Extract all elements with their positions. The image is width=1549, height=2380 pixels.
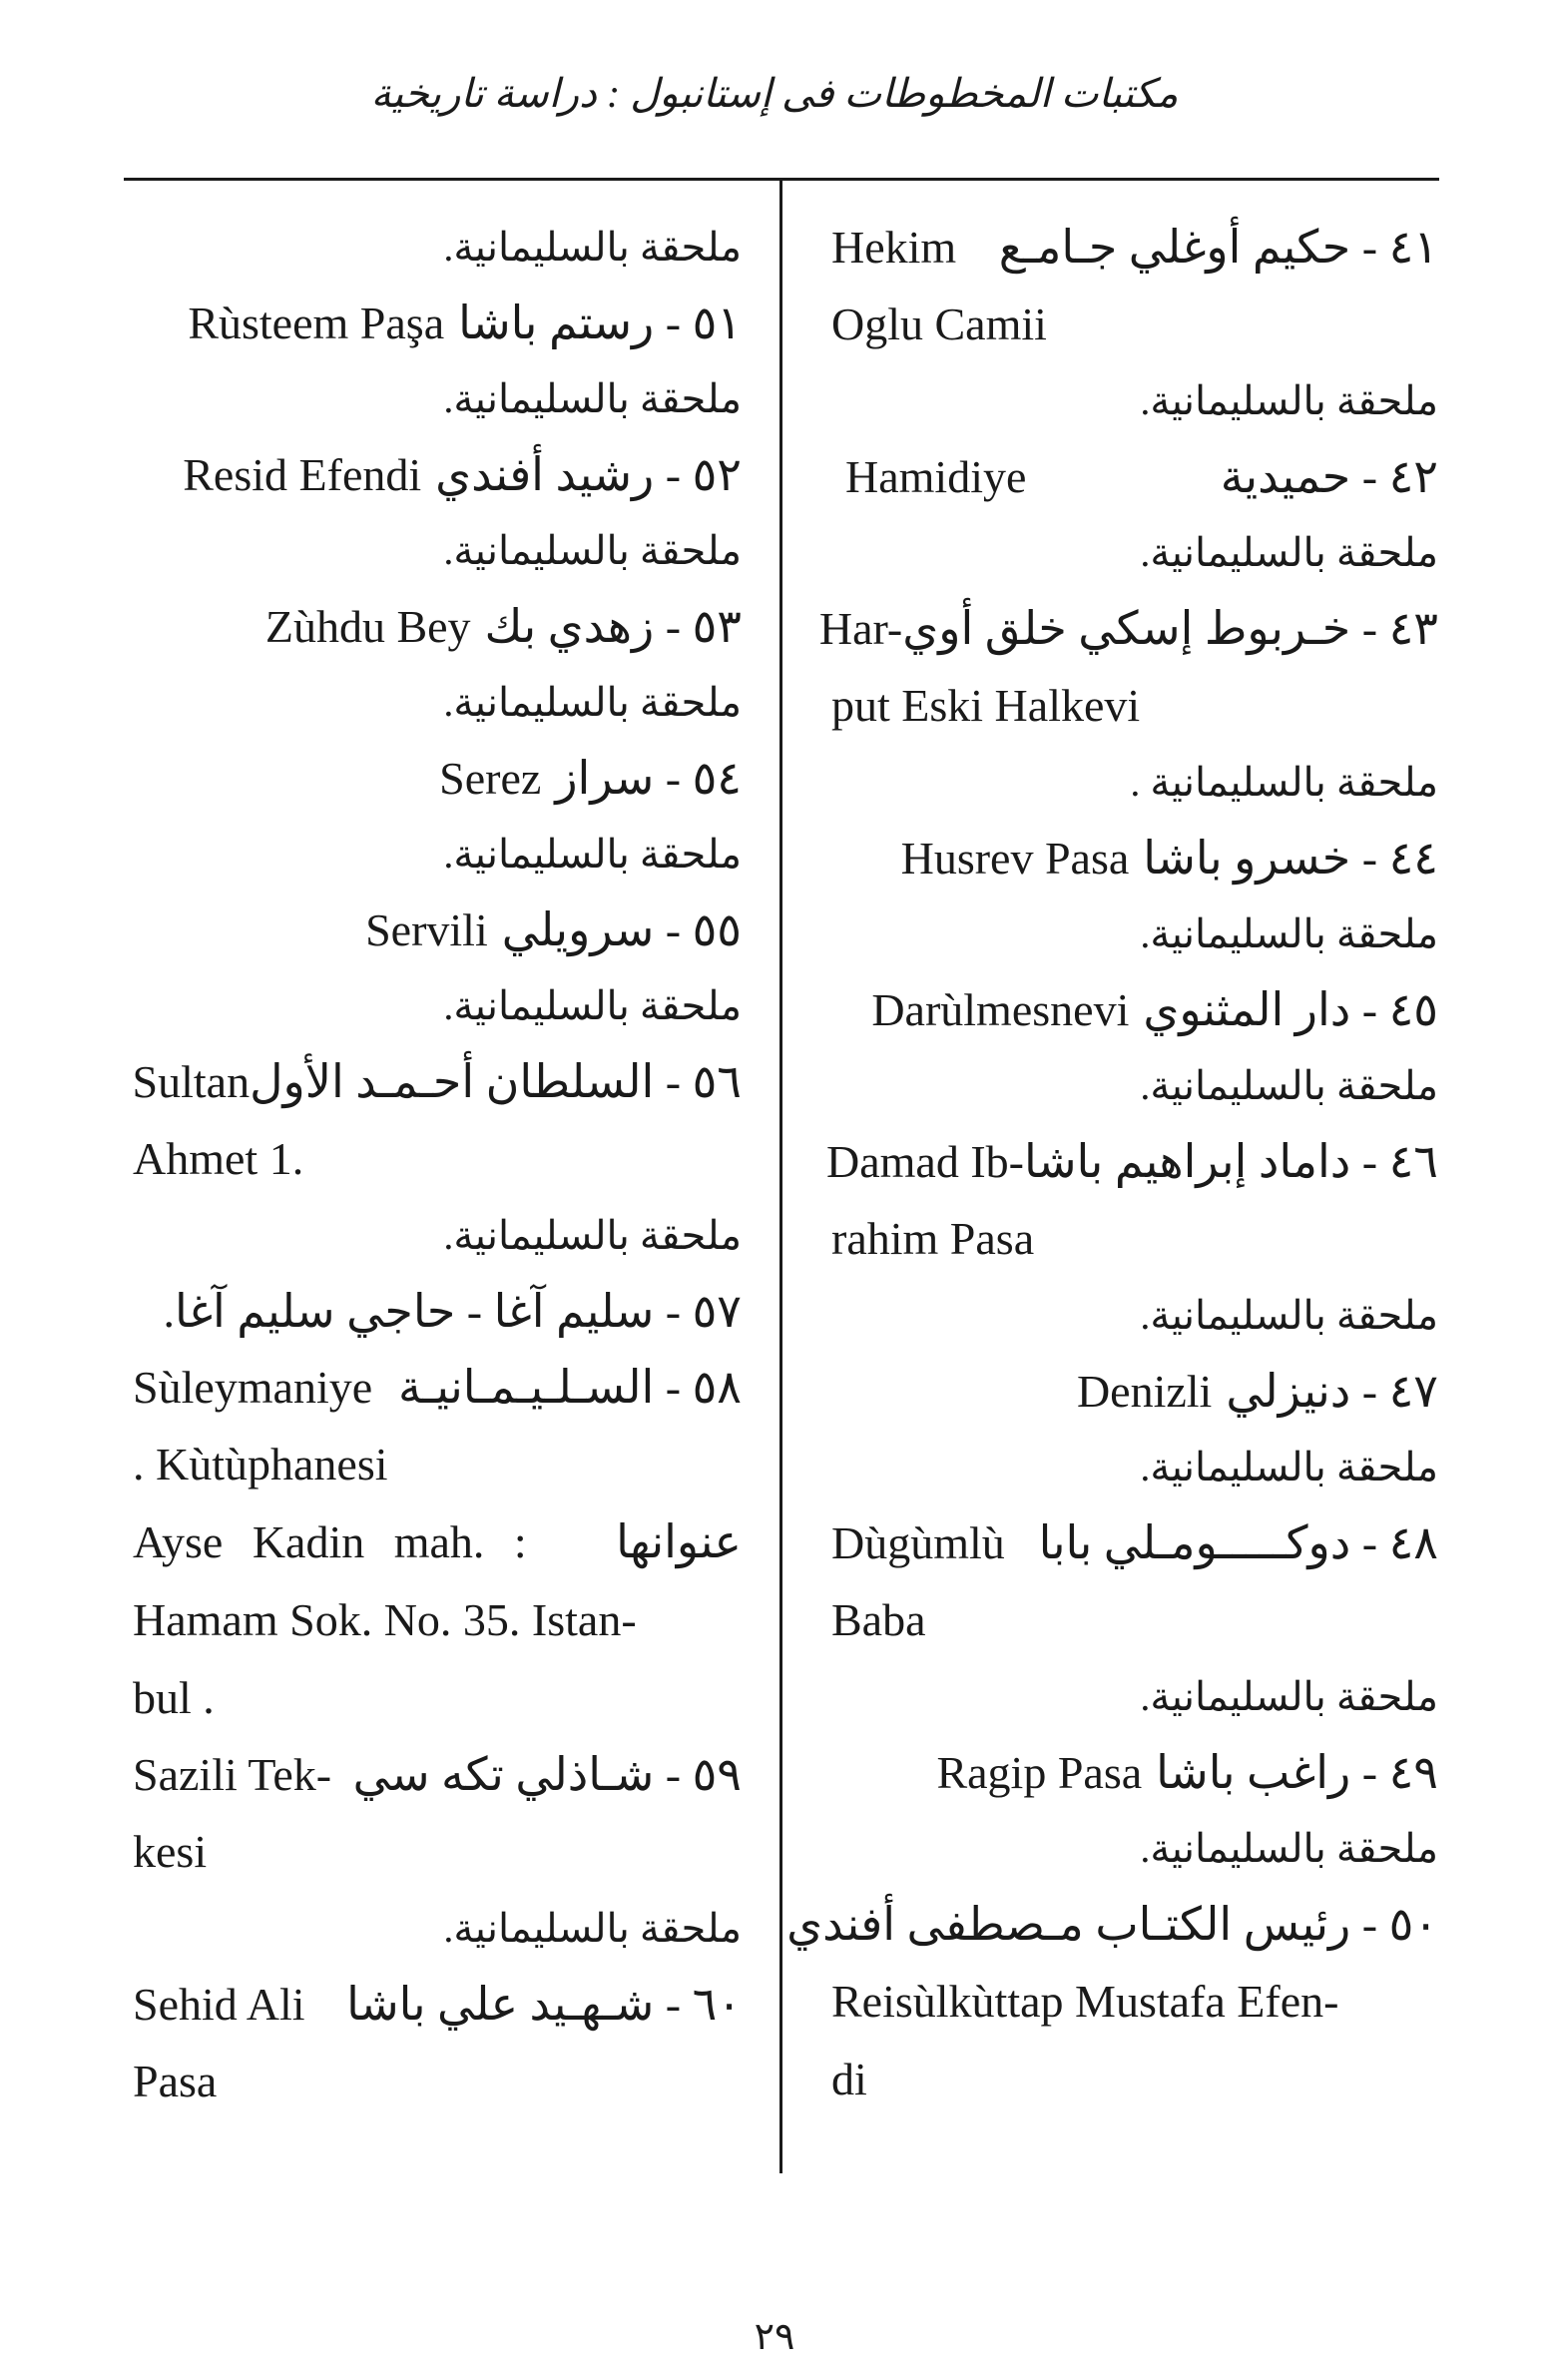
address-line: Hamam Sok. No. 35. Istan- — [133, 1594, 637, 1645]
arabic-name: زهدي بك — [484, 601, 655, 652]
address-line — [133, 1503, 742, 1581]
arabic-name: خسرو باشا — [1143, 833, 1351, 884]
entry-note: ملحقة بالسليمانية. — [443, 528, 742, 573]
arabic-name: حميدية — [1220, 451, 1351, 502]
running-title: مكتبات المخطوطات فى إستانبول : دراسة تاريخية — [370, 71, 1179, 116]
entry-number: ٤١ - — [1361, 222, 1438, 273]
entry-note: ملحقة بالسليمانية. — [1140, 1826, 1438, 1871]
latin-name: Dùgùmlù — [831, 1517, 1005, 1568]
latin-continuation: Baba — [831, 1594, 926, 1645]
entry-note: ملحقة بالسليمانية. — [1140, 1293, 1438, 1338]
left-column — [133, 210, 742, 2120]
arabic-name: رئيس الكتـاب مـصطفى أفندي — [786, 1899, 1351, 1950]
latin-continuation: put Eski Halkevi — [831, 680, 1141, 731]
entry-number: ٥٠ - — [1361, 1899, 1438, 1950]
latin-name: Ragip Pasa — [936, 1747, 1143, 1798]
arabic-name: السـلـيـمـانيـة — [397, 1362, 655, 1413]
latin-name: Sehid Ali — [133, 1979, 305, 2030]
entry-58 — [133, 1350, 742, 1737]
latin-name: Zùhdu Bey — [264, 601, 471, 652]
entry-46 — [825, 1124, 1438, 1354]
arabic-name: شـهـيد علي باشا — [346, 1979, 655, 2030]
latin-name: Damad Ib- — [825, 1136, 1024, 1187]
entry-45 — [831, 972, 1438, 1124]
latin-continuation: Oglu Camii — [831, 298, 1047, 349]
entry-number: ٥٥ - — [665, 904, 742, 955]
latin-continuation: Pasa — [133, 2056, 218, 2106]
entry-number: ٥٤ - — [665, 753, 742, 804]
entry-41 — [831, 210, 1438, 439]
entry-note: ملحقة بالسليمانية. — [443, 376, 742, 421]
arabic-name: دار المثنوي — [1143, 984, 1351, 1035]
arabic-name: دوكـــــومـلي بابا — [1038, 1517, 1351, 1568]
entry-number: ٤٦ - — [1361, 1136, 1438, 1187]
entry-51 — [133, 286, 742, 437]
entry-55 — [133, 892, 742, 1044]
entry-number: ٤٢ - — [1361, 451, 1438, 502]
latin-name: Resid Efendi — [183, 449, 422, 500]
arabic-name: سليم آغا - حاجي سليم آغا. — [163, 1286, 655, 1337]
entry-number: ٥٣ - — [665, 601, 742, 652]
latin-name: Rùsteem Paşa — [188, 298, 445, 348]
entry-note: ملحقة بالسليمانية. — [443, 1213, 742, 1258]
arabic-name: رستم باشا — [458, 298, 655, 348]
entry-57 — [133, 1274, 742, 1350]
entry-number: ٤٤ - — [1361, 833, 1438, 884]
latin-continuation: di — [831, 2054, 867, 2104]
entry-number: ٤٥ - — [1361, 984, 1438, 1035]
entry-note: ملحقة بالسليمانية. — [443, 1906, 742, 1951]
arabic-name: سرويلي — [501, 904, 655, 955]
entry-note: ملحقة بالسليمانية. — [1140, 530, 1438, 575]
latin-name: Denizli — [1076, 1366, 1213, 1417]
entry-number: ٥٩ - — [665, 1749, 742, 1800]
address-line: bul . — [133, 1672, 215, 1723]
address-label: عنوانها — [616, 1516, 742, 1567]
latin-name: Sùleymaniye — [133, 1362, 373, 1413]
arabic-name: حكيم أوغلي جـامـع — [998, 222, 1351, 273]
entry-number: ٦٠ - — [665, 1979, 742, 2030]
latin-name: Sazili Tek- — [133, 1749, 332, 1800]
latin-name: Servili — [365, 904, 488, 955]
entry-number: ٤٣ - — [1361, 603, 1438, 654]
entry-47 — [831, 1354, 1438, 1505]
entry-number: ٥٢ - — [665, 449, 742, 500]
entry-note: ملحقة بالسليمانية. — [1140, 1063, 1438, 1108]
latin-name: Darùlmesnevi — [871, 984, 1130, 1035]
entry-53 — [133, 589, 742, 741]
latin-name: Serez — [439, 753, 542, 804]
latin-continuation: . Kùtùphanesi — [133, 1439, 388, 1489]
entry-note: ملحقة بالسليمانية. — [443, 983, 742, 1028]
latin-name: Hekim — [831, 222, 957, 273]
address-latin: Ayse Kadin mah. : — [133, 1516, 527, 1567]
arabic-name: سراز — [555, 753, 655, 804]
entry-number: ٥٧ - — [665, 1286, 742, 1337]
entry-number: ٥٦ - — [665, 1056, 742, 1107]
arabic-name: داماد إبراهيم باشا — [1023, 1136, 1351, 1187]
entry-60 — [133, 1967, 742, 2120]
arabic-name: رشيد أفندي — [435, 449, 655, 500]
latin-continuation: rahim Pasa — [831, 1213, 1035, 1264]
latin-name: Har- — [818, 603, 903, 654]
entry-note: ملحقة بالسليمانية. — [1140, 378, 1438, 423]
entry-42 — [831, 439, 1438, 591]
page-number: ٢٩ — [754, 2316, 795, 2358]
entry-note: ملحقة بالسليمانية. — [1140, 1445, 1438, 1489]
entry-48 — [831, 1505, 1438, 1735]
entry-44 — [831, 821, 1438, 972]
latin-continuation: Reisùlkùttap Mustafa Efen- — [831, 1976, 1339, 2027]
latin-name: Sultan — [132, 1056, 251, 1107]
entry-54 — [133, 741, 742, 892]
arabic-name: راغب باشا — [1156, 1747, 1351, 1798]
entry-note: ملحقة بالسليمانية. — [1140, 1674, 1438, 1719]
entry-note: ملحقة بالسليمانية. — [443, 225, 742, 270]
entry-52 — [133, 437, 742, 589]
right-column — [786, 210, 1438, 2118]
latin-name: Hamidiye — [845, 451, 1027, 502]
arabic-name: شـاذلي تكه سي — [352, 1749, 655, 1800]
entry-note: ملحقة بالسليمانية . — [1130, 760, 1438, 805]
entry-note: ملحقة بالسليمانية. — [443, 832, 742, 877]
entry-49 — [831, 1735, 1438, 1887]
latin-continuation: Ahmet 1. — [133, 1133, 304, 1184]
entry-56 — [133, 1044, 742, 1274]
arabic-name: خـربوط إسكي خلق أوي — [902, 603, 1351, 654]
entry-number: ٥٨ - — [665, 1362, 742, 1413]
entry-number: ٤٩ - — [1361, 1747, 1438, 1798]
entry-note: ملحقة بالسليمانية. — [443, 680, 742, 725]
entry-59 — [133, 1737, 742, 1967]
entry-number: ٥١ - — [665, 298, 742, 348]
arabic-name: دنيزلي — [1226, 1366, 1351, 1417]
entry-number: ٤٨ - — [1361, 1517, 1438, 1568]
column-divider — [779, 178, 782, 2173]
latin-continuation: kesi — [133, 1826, 208, 1877]
entry-number: ٤٧ - — [1361, 1366, 1438, 1417]
arabic-name: السلطان أحـمـد الأول — [250, 1056, 655, 1107]
entry-43 — [818, 591, 1438, 821]
entry-note: ملحقة بالسليمانية. — [1140, 911, 1438, 956]
latin-name: Husrev Pasa — [900, 833, 1130, 884]
entry-50 — [786, 1887, 1438, 2118]
